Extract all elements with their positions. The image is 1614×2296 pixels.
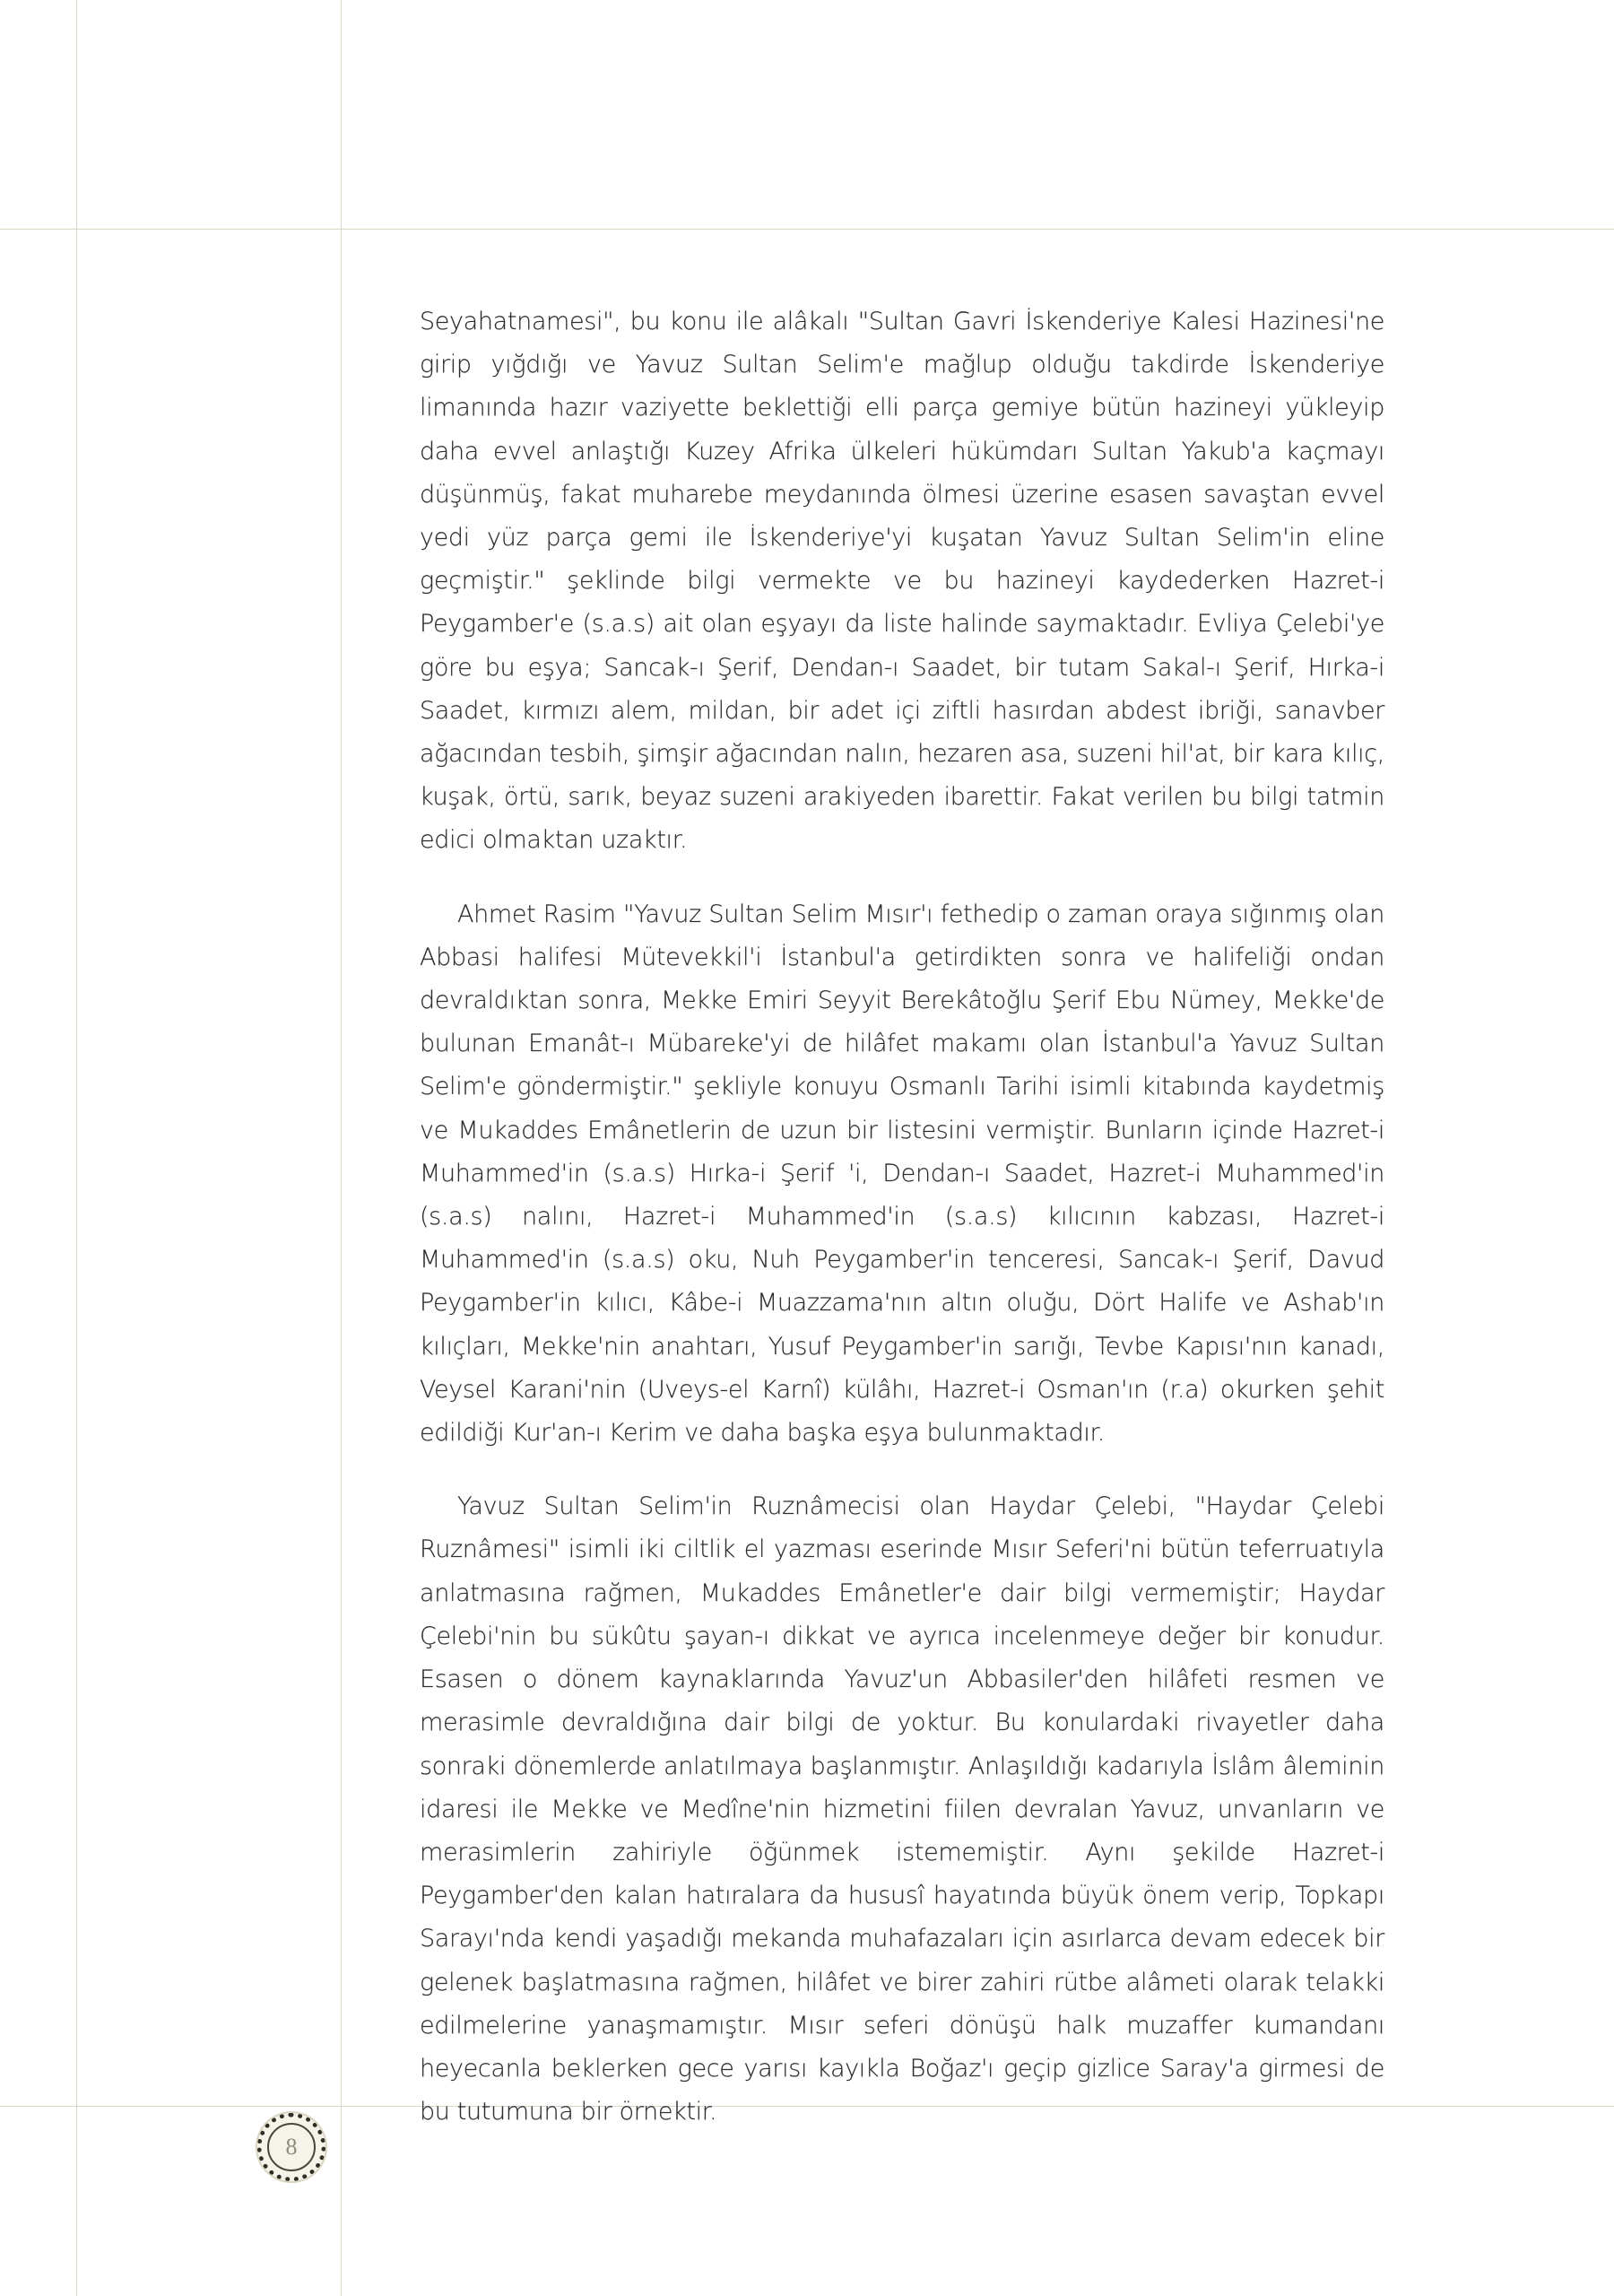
margin-guide-left (76, 0, 77, 2296)
page-number: 8 (285, 2134, 298, 2160)
paragraph-3: Yavuz Sultan Selim'in Ruznâmecisi olan Haydar Çelebi, "Haydar Çelebi Ruznâmesi" isimli iki ciltlik el yazması eserinde Mısır Seferi'ni bütün teferruatıyla anlatmasına rağmen, Mukaddes Emânetler'e dair bilgi vermemiştir; Haydar Çelebi'nin bu sükûtu şayan-ı dikkat ve ayrıca incelenmeye değer bir konudur. Esasen o dönem kaynaklarında Yavuz'un Abbasiler'den hilâfeti resmen ve merasimle devraldığına dair bilgi de yoktur. Bu konulardaki rivayetler daha sonraki dönemlerde anlatılmaya başlanmıştır. Anlaşıldığı kadarıyla İslâm âleminin idaresi ile Mekke ve Medîne'nin hizmetini fiilen devralan Yavuz, unvanların ve merasimlerin zahiriyle öğünmek istememiştir. Aynı şekilde Hazret-i Peygamber'den kalan hatıralara da hususî hayatında büyük önem verip, Topkapı Sarayı'nda kendi yaşadığı mekanda muhafazaları için asırlarca devam edecek bir gelenek başlatmasına rağmen, hilâfet ve birer zahiri rütbe alâmeti olarak telakki edilmelerine yanaşmamıştır. Mısır seferi dönüşü halk muzaffer kumandanı heyecanla beklerken gece yarısı kayıkla Boğaz'ı geçip gizlice Saray'a girmesi de bu tutumuna bir örnektir. (420, 1492, 1384, 2126)
margin-guide-top (0, 229, 1614, 230)
page-number-badge (257, 2113, 325, 2181)
margin-guide-inner (341, 0, 342, 2296)
body-text (420, 300, 1384, 2134)
paragraph-1: Seyahatnamesi", bu konu ile alâkalı "Sultan Gavri İskenderiye Kalesi Hazinesi'ne girip yığdığı ve Yavuz Sultan Selim'e mağlup olduğu takdirde İskenderiye limanında hazır vaziyette beklettiği elli parça gemiye bütün hazineyi yükleyip daha evvel anlaştığı Kuzey Afrika ülkeleri hükümdarı Sultan Yakub'a kaçmayı düşünmüş, fakat muharebe meydanında ölmesi üzerine esasen savaştan evvel yedi yüz parça gemi ile İskenderiye'yi kuşatan Yavuz Sultan Selim'in eline geçmiştir." şeklinde bilgi vermekte ve bu hazineyi kaydederken Hazret-i Peygamber'e (s.a.s) ait olan eşyayı da liste halinde saymaktadır. Evliya Çelebi'ye göre bu eşya; Sancak-ı Şerif, Dendan-ı Saadet, bir tutam Sakal-ı Şerif, Hırka-i Saadet, kırmızı alem, mildan, bir adet içi ziftli hasırdan abdest ibriği, sanavber ağacından tesbih, şimşir ağacından nalın, hezaren asa, suzeni hil'at, bir kara kılıç, kuşak, örtü, sarık, beyaz suzeni arakiyeden ibarettir. Fakat verilen bu bilgi tatmin edici olmaktan uzaktır. (420, 308, 1384, 855)
paragraph-2: Ahmet Rasim "Yavuz Sultan Selim Mısır'ı fethedip o zaman oraya sığınmış olan Abbasi halifesi Mütevekkil'i İstanbul'a getirdikten sonra ve halifeliği ondan devraldıktan sonra, Mekke Emiri Seyyit Berekâtoğlu Şerif Ebu Nümey, Mekke'de bulunan Emanât-ı Mübareke'yi de hilâfet makamı olan İstanbul'a Yavuz Sultan Selim'e göndermiştir." şekliyle konuyu Osmanlı Tarihi isimli kitabında kaydetmiş ve Mukaddes Emânetlerin de uzun bir listesini vermiştir. Bunların içinde Hazret-i Muhammed'in (s.a.s) Hırka-i Şerif 'i, Dendan-ı Saadet, Hazret-i Muhammed'in (s.a.s) nalını, Hazret-i Muhammed'in (s.a.s) kılıcının kabzası, Hazret-i Muhammed'in (s.a.s) oku, Nuh Peygamber'in tenceresi, Sancak-ı Şerif, Davud Peygamber'in kılıcı, Kâbe-i Muazzama'nın altın oluğu, Dört Halife ve Ashab'ın kılıçları, Mekke'nin anahtarı, Yusuf Peygamber'in sarığı, Tevbe Kapısı'nın kanadı, Veysel Karani'nin (Uveys-el Karnî) külâhı, Hazret-i Osman'ın (r.a) okurken şehit edildiği Kur'an-ı Kerim ve daha başka eşya bulunmaktadır. (420, 900, 1384, 1448)
